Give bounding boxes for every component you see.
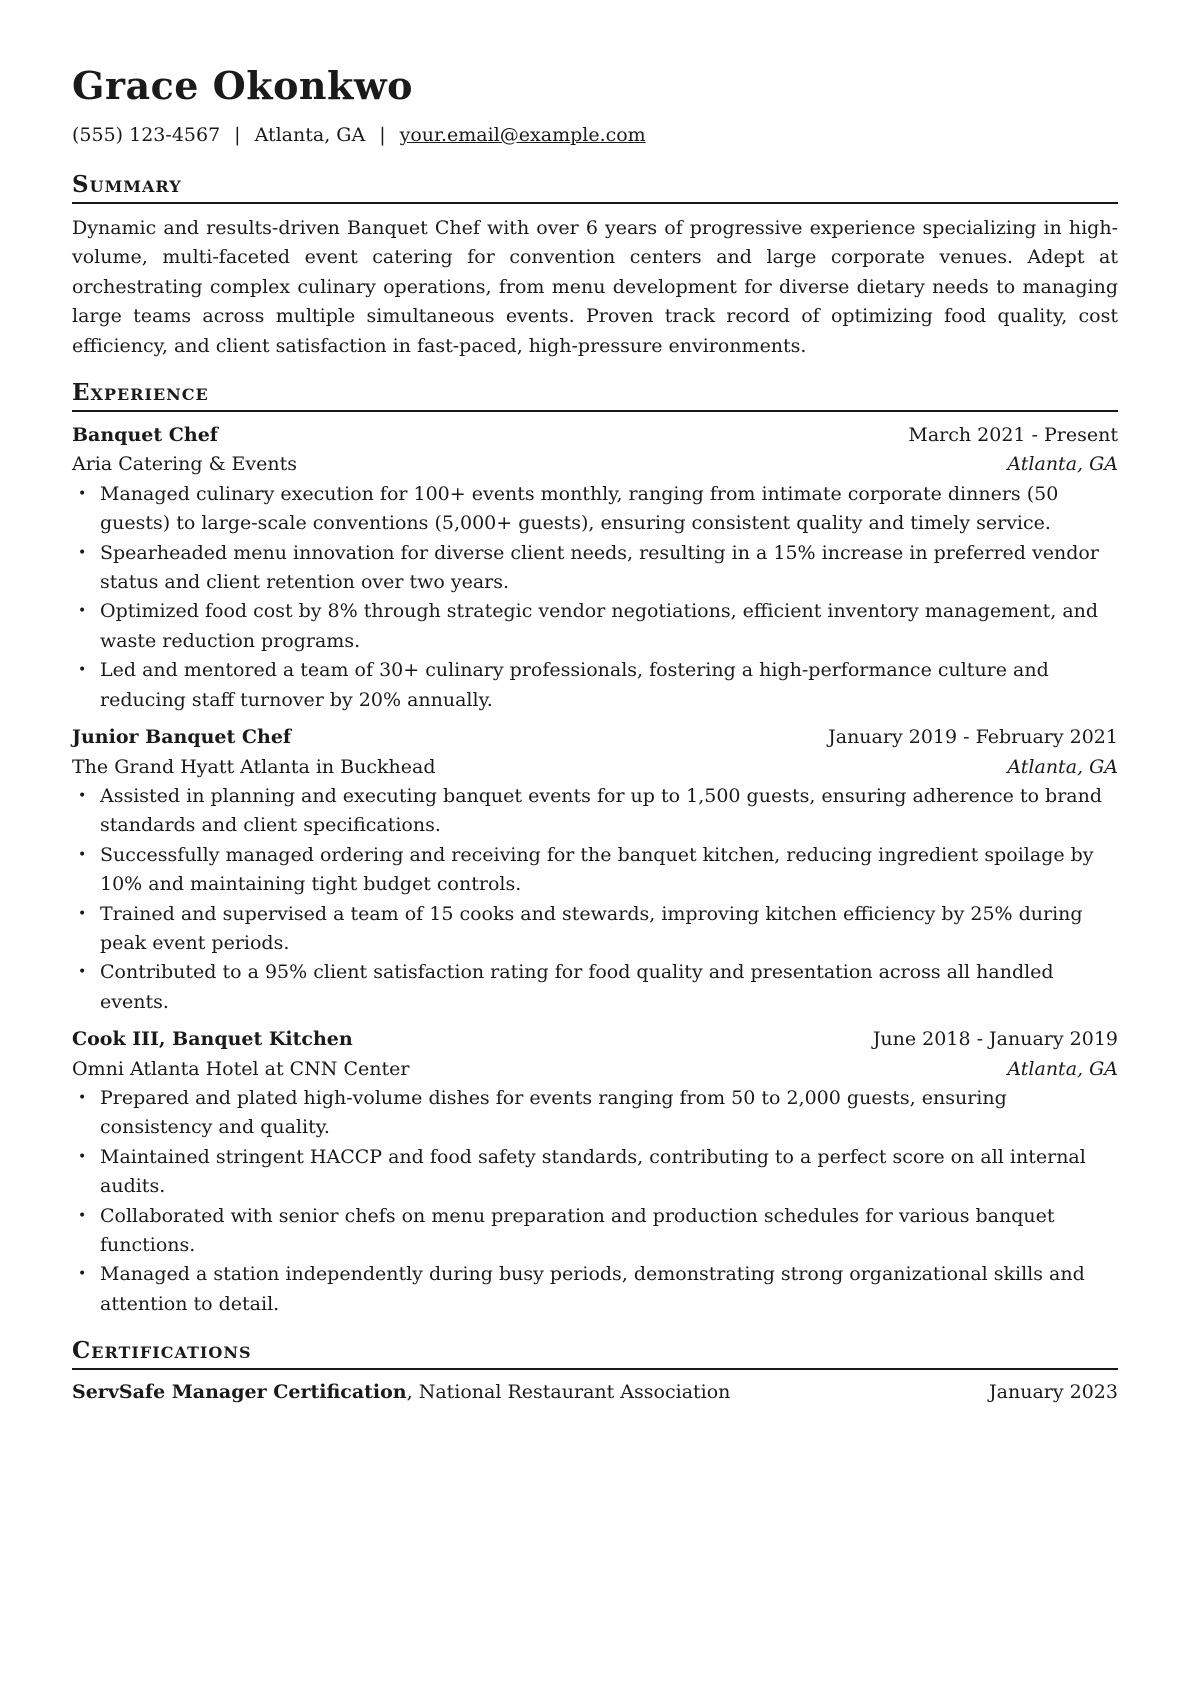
- job-bullet: • Trained and supervised a team of 15 cooks and stewards, improving kitchen efficiency by 25% during peak event periods.: [72, 900, 1118, 959]
- job-bullet: • Managed a station independently during busy periods, demonstrating strong organizational skills and attention to detail.: [72, 1260, 1118, 1319]
- job-entry: [72, 1025, 1118, 1319]
- certifications-section: [72, 1336, 1118, 1407]
- certification-date: January 2023: [989, 1381, 1118, 1404]
- job-bullet: • Collaborated with senior chefs on menu preparation and production schedules for various banquet functions.: [72, 1202, 1118, 1261]
- bullet-icon: •: [78, 1089, 87, 1106]
- summary-text: Dynamic and results-driven Banquet Chef with over 6 years of progressive experience specializing in high-volume, multi-faceted event catering for convention centers and large corporate venues. Adept at orchestrating complex culinary operations, from menu development for diverse dietary needs to managing large teams across multiple simultaneous events. Proven track record of optimizing food quality, cost efficiency, and client satisfaction in fast-paced, high-pressure environments.: [72, 217, 1118, 357]
- bullet-icon: •: [78, 485, 87, 502]
- section-title-certifications: Certifications: [72, 1336, 1118, 1370]
- bullet-icon: •: [78, 603, 87, 620]
- job-entry: [72, 723, 1118, 1017]
- certification-name: ServSafe Manager Certification: [72, 1381, 407, 1404]
- candidate-name: Grace Okonkwo: [72, 63, 413, 108]
- company-name: Aria Catering & Events: [72, 453, 298, 476]
- bullet-icon: •: [78, 1266, 87, 1283]
- job-dates: January 2019 - February 2021: [828, 726, 1118, 749]
- job-bullet: • Contributed to a 95% client satisfaction rating for food quality and presentation across all handled events.: [72, 958, 1118, 1017]
- job-bullet: • Maintained stringent HACCP and food safety standards, contributing to a perfect score on all internal audits.: [72, 1143, 1118, 1202]
- certification-entry: [72, 1378, 1118, 1407]
- contact-line: [72, 122, 1118, 148]
- contact-separator: |: [234, 124, 241, 146]
- contact-separator: |: [379, 124, 386, 146]
- company-name: Omni Atlanta Hotel at CNN Center: [72, 1057, 410, 1080]
- bullet-icon: •: [78, 787, 87, 804]
- bullet-icon: •: [78, 544, 87, 561]
- bullet-icon: •: [78, 846, 87, 863]
- company-name: The Grand Hyatt Atlanta in Buckhead: [72, 755, 436, 778]
- certification-issuer: , National Restaurant Association: [406, 1381, 731, 1404]
- summary-section: [72, 170, 1118, 361]
- job-location: Atlanta, GA: [1007, 453, 1118, 476]
- bullet-icon: •: [78, 1148, 87, 1165]
- section-title-experience: Experience: [72, 378, 1118, 412]
- experience-section: [72, 378, 1118, 1319]
- job-bullet: • Managed culinary execution for 100+ events monthly, ranging from intimate corporate dinners (50 guests) to large-scale conventions (5,000+ guests), ensuring consistent quality and timely service.: [72, 480, 1118, 539]
- job-bullet: • Assisted in planning and executing banquet events for up to 1,500 guests, ensuring adherence to brand standards and client specifications.: [72, 782, 1118, 841]
- job-dates: March 2021 - Present: [908, 424, 1118, 447]
- section-title-summary: Summary: [72, 170, 1118, 204]
- job-entry: [72, 421, 1118, 715]
- email-link[interactable]: your.email@example.com: [399, 124, 646, 146]
- job-bullet: • Led and mentored a team of 30+ culinary professionals, fostering a high-performance culture and reducing staff turnover by 20% annually.: [72, 656, 1118, 715]
- job-location: Atlanta, GA: [1007, 755, 1118, 778]
- job-bullet: • Spearheaded menu innovation for diverse client needs, resulting in a 15% increase in preferred vendor status and client retention over two years.: [72, 539, 1118, 598]
- job-title: Cook III, Banquet Kitchen: [72, 1028, 353, 1051]
- job-bullet-list: [72, 782, 1118, 1017]
- job-bullet: • Optimized food cost by 8% through strategic vendor negotiations, efficient inventory management, and waste reduction programs.: [72, 597, 1118, 656]
- job-bullet-list: [72, 480, 1118, 715]
- job-dates: June 2018 - January 2019: [872, 1028, 1118, 1051]
- bullet-icon: •: [78, 905, 87, 922]
- job-bullet-list: [72, 1084, 1118, 1319]
- job-bullet: • Successfully managed ordering and receiving for the banquet kitchen, reducing ingredient spoilage by 10% and maintaining tight budget controls.: [72, 841, 1118, 900]
- bullet-icon: •: [78, 662, 87, 679]
- job-title: Junior Banquet Chef: [72, 726, 292, 749]
- job-location: Atlanta, GA: [1007, 1057, 1118, 1080]
- phone-number: (555) 123-4567: [72, 124, 221, 146]
- location: Atlanta, GA: [254, 124, 366, 146]
- job-title: Banquet Chef: [72, 424, 218, 447]
- bullet-icon: •: [78, 964, 87, 981]
- bullet-icon: •: [78, 1207, 87, 1224]
- job-bullet: • Prepared and plated high-volume dishes for events ranging from 50 to 2,000 guests, ensuring consistency and quality.: [72, 1084, 1118, 1143]
